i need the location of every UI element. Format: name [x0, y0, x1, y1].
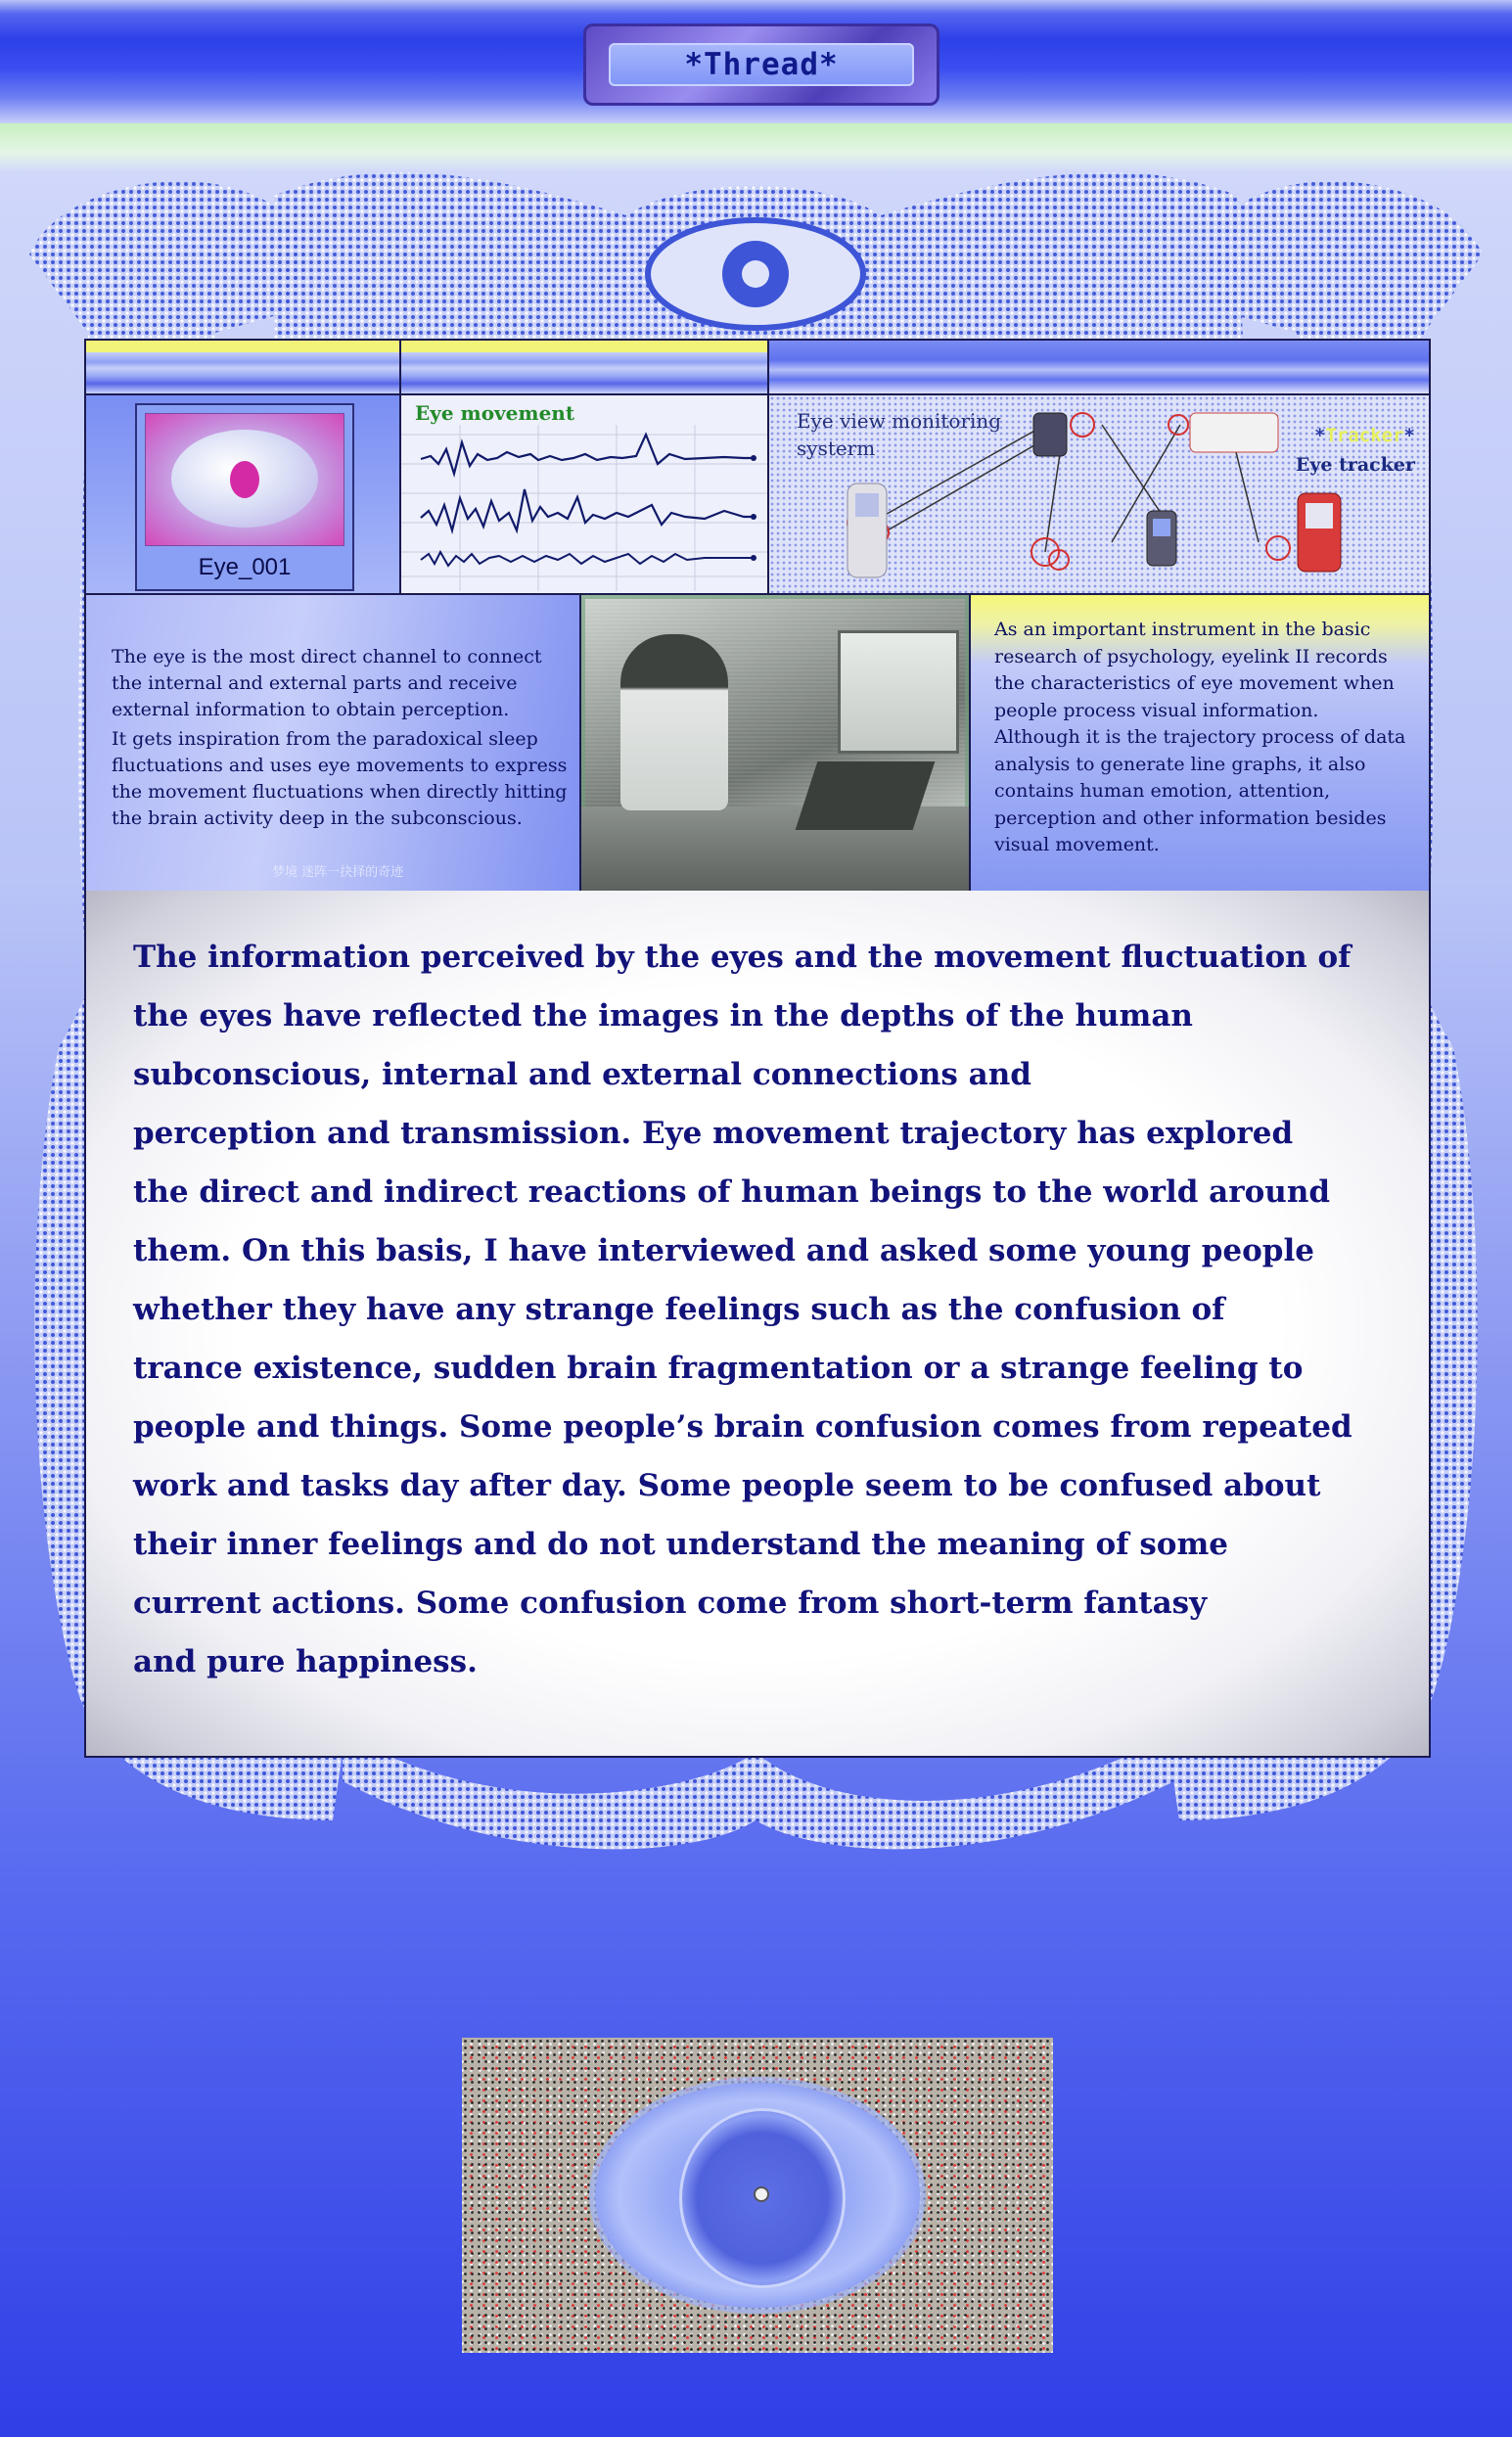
photo-person	[620, 634, 728, 810]
monitoring-system-label: Eye view monitoring systerm	[797, 409, 1002, 460]
faint-caption: 梦境 迷阵一抉择的奇迹	[272, 865, 404, 880]
eye-channel-text-cell	[86, 595, 579, 891]
tracker-tag	[1314, 425, 1415, 446]
eye-tracking-experiment-photo	[581, 595, 969, 891]
main-panel	[84, 339, 1431, 1758]
photo-monitor	[838, 630, 959, 754]
eyelink-text-cell	[971, 595, 1429, 891]
middle-row	[86, 593, 1429, 895]
eye-view-monitoring-cell	[769, 395, 1429, 593]
eye-thumbnail-card[interactable]	[135, 403, 354, 591]
eye-icon	[145, 413, 344, 546]
eye-tracker-label: Eye tracker	[1295, 454, 1415, 476]
eye-movement-graph-cell	[401, 395, 767, 593]
photo-laptop	[796, 761, 936, 830]
main-essay-text: The information perceived by the eyes and the movement fluctuation of the eyes have reflected the images in the depths of the human subconscious, internal and external connections and perception and transmission. Eye movement trajectory has explored the direct and indirect reactions of human beings to the world around them. On this basis, I have interviewed and asked some young people whether they have any strange feelings such as the confusion of trance existence, sudden brain fragmentation or a strange feeling to people and things. Some people’s brain confusion comes from repeated work and tasks day after day. Some people seem to be confused about their inner feelings and do not understand the meaning of some current actions. Some confusion come from short-term fantasy and pure happiness.	[133, 940, 1352, 1679]
eye-pupil	[230, 461, 259, 498]
header-glow-band	[0, 123, 1512, 172]
top-header-bar	[0, 0, 1512, 123]
page-title: *Thread*	[609, 43, 914, 86]
title-plaque	[583, 23, 939, 106]
eye-channel-paragraph-1: The eye is the most direct channel to connect the internal and external parts and receive external information to obtain perception.	[112, 646, 542, 720]
tracker-star-left: *	[1314, 425, 1326, 446]
eye-thumbnail-caption: Eye_001	[198, 554, 292, 580]
top-row-header-strip	[86, 341, 1429, 395]
eye-collage-image	[462, 2038, 1053, 2353]
tracker-star-right: *	[1403, 425, 1415, 446]
eye-movement-chart-icon	[401, 395, 767, 593]
graph-title: Eye movement	[415, 401, 575, 425]
eye-pupil-dot	[754, 2186, 769, 2202]
top-row	[86, 341, 1429, 593]
tracker-tag-text: Tracker	[1325, 425, 1404, 446]
top-row-header-strip-right	[769, 341, 1429, 393]
eyelink-paragraph-2: Although it is the trajectory process of data analysis to generate line graphs, it also contains human emotion, attention, perception and other information besides visual movement.	[994, 726, 1406, 855]
eye-thumbnail-cell	[86, 395, 399, 593]
eye-channel-paragraph-2: It gets inspiration from the paradoxical sleep fluctuations and uses eye movements to express the movement fluctuations when directly hitting the brain activity deep in the subconscious.	[112, 728, 568, 829]
main-text-box	[86, 891, 1429, 1756]
eyelink-paragraph-1: As an important instrument in the basic research of psychology, eyelink II records the characteristics of eye movement when people process visual information.	[994, 619, 1395, 721]
